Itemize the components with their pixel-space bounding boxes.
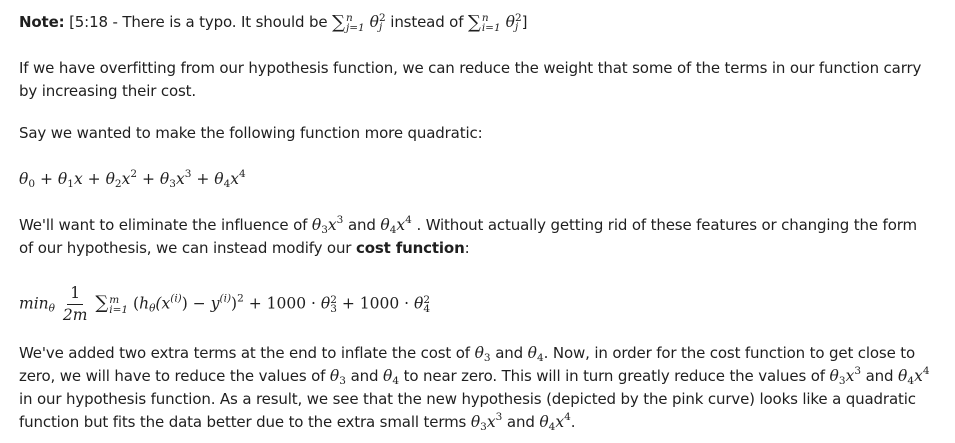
text: and (506, 413, 535, 431)
hypothesis-formula (19, 168, 934, 191)
text: : (464, 239, 470, 257)
note-paragraph (19, 11, 934, 34)
theta: θ (329, 367, 340, 385)
fraction-numerator: 1 (67, 285, 83, 305)
cost-function-formula (19, 285, 934, 324)
sub: 3 (169, 178, 176, 190)
sigma-symbol: ∑ (467, 12, 481, 33)
term-sub: j (514, 21, 519, 33)
sub: 3 (321, 224, 328, 236)
theta: θ (382, 367, 393, 385)
sup: 3 (495, 411, 503, 423)
plus-sign: + (39, 170, 53, 188)
var-x: x (230, 170, 240, 188)
theta4-x4 (539, 413, 570, 431)
paren: ) (231, 294, 238, 313)
plus-sign: + (141, 170, 155, 188)
theta: θ (527, 344, 537, 362)
text: . Now, in order for the cost function to get close to zero, we will have to reduce the values of (19, 344, 916, 385)
cost-function-bold: cost function (355, 239, 465, 257)
theta3-x3 (830, 367, 861, 385)
h-symbol: h (139, 294, 150, 313)
theta: θ (470, 413, 481, 431)
note-label: Note: (19, 13, 65, 31)
theta: θ (380, 216, 390, 234)
theta: θ (829, 367, 839, 385)
paragraph-eliminate (19, 214, 934, 260)
sub: 1 (67, 178, 74, 190)
fraction-denominator: 2m (62, 306, 88, 325)
theta-2: θ (105, 170, 115, 188)
sub: 3 (480, 421, 487, 433)
paren: ) (181, 294, 188, 313)
var-x: x (396, 216, 406, 234)
plus-term: + 1000 · (248, 294, 316, 313)
minus-sign: − (192, 294, 206, 313)
sub: 4 (536, 352, 544, 364)
var-x: x (914, 367, 923, 385)
sup: 3 (336, 214, 344, 226)
sub: 3 (339, 375, 346, 387)
theta3 (330, 367, 346, 385)
var-x: x (845, 367, 855, 385)
note-text-before: [5:18 - There is a typo. It should be (69, 13, 328, 31)
note-text-middle: instead of (390, 13, 464, 31)
theta-symbol: θ (369, 13, 379, 31)
theta4-x4 (380, 216, 411, 234)
sub: 3 (330, 302, 337, 315)
theta4-x4 (898, 367, 929, 385)
correct-sum-formula (332, 12, 386, 34)
var-x: x (327, 216, 337, 234)
paren: ( (133, 294, 140, 313)
term-sub: j (378, 21, 383, 33)
sub: 4 (389, 224, 397, 236)
sup: 2 (423, 293, 431, 306)
sum-upper: m (109, 293, 120, 306)
sup: 4 (922, 365, 930, 377)
theta-1: θ (57, 170, 68, 188)
sup: 2 (130, 168, 138, 180)
sub: 0 (28, 178, 36, 190)
sum-lower: i=1 (109, 303, 129, 316)
var-x: x (73, 170, 83, 188)
note-text-after: ] (521, 13, 528, 31)
min-operator: min (19, 294, 49, 313)
theta-3: θ (159, 170, 170, 188)
sub: 4 (907, 375, 915, 387)
text: We've added two extra terms at the end to inflate the cost of (19, 344, 470, 362)
sigma-symbol: ∑ (332, 12, 345, 33)
text: to near zero. This will in turn greatly reduce the values of (403, 367, 825, 385)
sum-lower: i=1 (481, 22, 501, 34)
theta-0: θ (19, 170, 29, 188)
sum-upper: n (345, 12, 353, 24)
text: . Without actually getting rid of these features or changing the form of our hypothesis, we can instead modify our (19, 216, 917, 257)
text: We'll want to eliminate the influence of (19, 216, 308, 234)
sup: 4 (239, 168, 246, 180)
plus-sign: + (87, 170, 101, 188)
theta-3: θ (320, 294, 331, 313)
plus-term: + 1000 · (341, 294, 410, 313)
wrong-sum-formula (467, 12, 522, 34)
sum-upper: n (481, 12, 489, 24)
sub: 3 (838, 375, 846, 387)
theta: θ (898, 367, 908, 385)
sub: 4 (423, 302, 431, 315)
sub: 4 (548, 421, 556, 433)
paragraph-overfitting: If we have overfitting from our hypothesis function, we can reduce the weight that some of the terms in our function carry by increasing their cost. (19, 59, 922, 100)
sum-lower: j=1 (345, 22, 365, 34)
plus-sign: + (196, 170, 210, 188)
sup: 2 (330, 293, 337, 306)
fraction (63, 285, 88, 324)
sup: (i) (170, 292, 182, 305)
sub: θ (149, 302, 156, 315)
sup: 4 (564, 411, 571, 423)
sub: 3 (483, 352, 491, 364)
sup: 3 (854, 365, 861, 377)
theta-4: θ (414, 294, 424, 313)
theta3-x3 (471, 413, 502, 431)
sub: 2 (114, 178, 122, 190)
sub: 4 (223, 178, 231, 190)
theta: θ (539, 413, 549, 431)
var-x: x (175, 170, 185, 188)
theta4 (383, 367, 399, 385)
theta4 (528, 344, 544, 362)
paragraph-quadratic: Say we wanted to make the following function more quadratic: (19, 124, 483, 142)
sup: 4 (405, 214, 412, 226)
text: and (865, 367, 894, 385)
text: in our hypothesis function. As a result, we see that the new hypothesis (depicted by the pink curve) looks like a quadratic function but fits the data better due to the extra small terms (19, 390, 916, 431)
theta3 (475, 344, 491, 362)
theta: θ (311, 216, 322, 234)
var-x: x (555, 413, 565, 431)
theta: θ (474, 344, 484, 362)
text: and (350, 367, 379, 385)
text: . (570, 413, 576, 431)
term-sup: 2 (378, 12, 386, 24)
sigma-symbol: ∑ (95, 292, 109, 314)
var-x: x (121, 170, 131, 188)
text: and (347, 216, 376, 234)
theta3-x3 (312, 216, 343, 234)
theta-4: θ (214, 170, 224, 188)
sub: θ (48, 302, 55, 315)
paragraph-explanation (19, 342, 934, 434)
sup: 2 (237, 292, 244, 305)
var-x: x (486, 413, 496, 431)
theta-symbol: θ (505, 13, 515, 31)
y-symbol: y (210, 294, 220, 313)
term-sup: 2 (514, 12, 522, 24)
text: and (495, 344, 523, 362)
sup: (i) (219, 292, 232, 305)
x-open: (x (155, 294, 171, 313)
sup: 3 (184, 168, 192, 180)
sub: 4 (392, 375, 400, 387)
